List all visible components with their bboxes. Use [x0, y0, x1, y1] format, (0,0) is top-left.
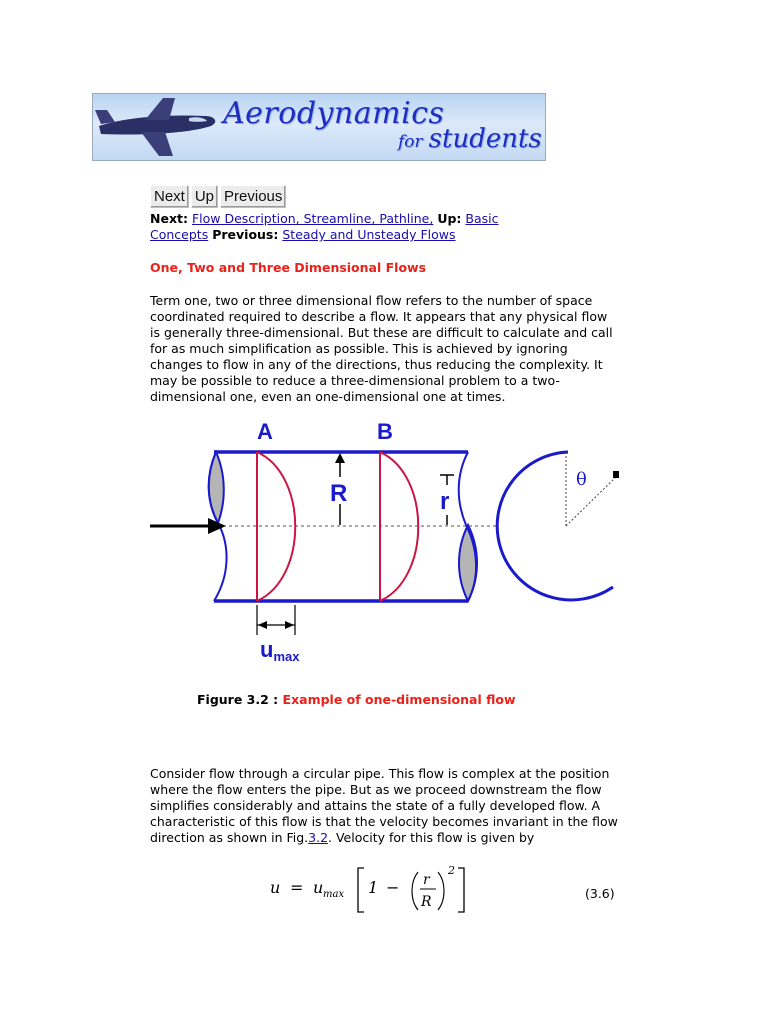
pipe-flow-text-end: . Velocity for this flow is given by — [328, 830, 535, 845]
up-label: Up: — [437, 211, 462, 226]
right-bracket — [458, 868, 464, 912]
outlet-cross-section — [459, 525, 477, 601]
figure-reference-link[interactable]: 3.2 — [308, 830, 329, 845]
label-B: B — [377, 419, 393, 444]
circle-point-marker — [613, 471, 619, 478]
banner-logo — [92, 93, 546, 161]
svg-text:1: 1 — [368, 878, 379, 897]
svg-text:r: r — [423, 872, 430, 888]
banner-subtitle — [398, 124, 542, 154]
svg-text:R: R — [421, 894, 432, 910]
left-bracket — [358, 868, 364, 912]
previous-button[interactable]: Previous — [220, 185, 286, 208]
umax-arrow-left — [258, 621, 267, 629]
R-arrow-head — [335, 453, 345, 463]
nav-button-bar — [150, 185, 286, 208]
breadcrumb — [150, 211, 520, 243]
figure-caption-label: Figure 3.2 : — [197, 692, 279, 707]
up-link[interactable]: Basic Concepts — [150, 211, 499, 242]
svg-text:2: 2 — [448, 864, 455, 877]
previous-link[interactable]: Steady and Unsteady Flows — [282, 227, 456, 242]
inlet-cross-section — [209, 452, 224, 523]
label-R: R — [330, 480, 348, 507]
next-label: Next: — [150, 211, 188, 226]
pipe-circle-section — [497, 452, 613, 600]
svg-text:−: − — [386, 878, 400, 897]
next-button[interactable]: Next — [150, 185, 189, 208]
pipe-flow-text-start: Consider flow through a circular pipe. This flow is complex at the position where the flow enters the pipe. But as we proceed downstream the flow simplifies considerably and attains the state of a fully developed flow. A characteristic of this flow is that the velocity becomes invariant in the flow direction as shown in Fig. — [150, 766, 618, 845]
label-theta: θ — [576, 469, 587, 490]
banner-subtitle-for: for — [398, 132, 423, 152]
equation-number: (3.6) — [585, 886, 615, 901]
next-link[interactable]: Flow Description, Streamline, Pathline, — [191, 211, 434, 226]
label-A: A — [257, 419, 273, 444]
velocity-equation — [268, 862, 478, 918]
intro-paragraph: Term one, two or three dimensional flow refers to the number of space coordinated required to describe a flow. It appears that any physical flow is generally three-dimensional. But these are difficult to calculate and call for as much simplification as possible. This is achieved by ignoring changes to flow in any of the directions, thus reducing the complexity. It may be possible to reduce a three-dimensional problem to a two-dimensional one, even an one-dimensional one at times. — [150, 293, 613, 404]
left-paren — [412, 872, 418, 910]
umax-arrow-right — [285, 621, 294, 629]
banner-subtitle-students: students — [428, 124, 542, 154]
figure-caption-text: Example of one-dimensional flow — [282, 692, 516, 707]
label-r: r — [440, 488, 450, 515]
svg-text:u: u — [270, 878, 281, 897]
pipe-flow-paragraph — [150, 766, 620, 846]
svg-text:=: = — [290, 878, 304, 897]
previous-label: Previous: — [212, 227, 279, 242]
pipe-flow-figure — [148, 415, 628, 675]
airplane-icon — [93, 94, 223, 161]
svg-text:u: u — [313, 878, 324, 897]
up-button[interactable]: Up — [191, 185, 218, 208]
banner-title: Aerodynamics — [223, 96, 445, 131]
page-title: One, Two and Three Dimensional Flows — [150, 260, 427, 275]
svg-text:max: max — [323, 889, 345, 900]
circle-radius-angled — [566, 477, 616, 526]
right-paren — [438, 872, 444, 910]
label-umax: umax — [260, 637, 300, 664]
figure-caption — [197, 692, 516, 707]
